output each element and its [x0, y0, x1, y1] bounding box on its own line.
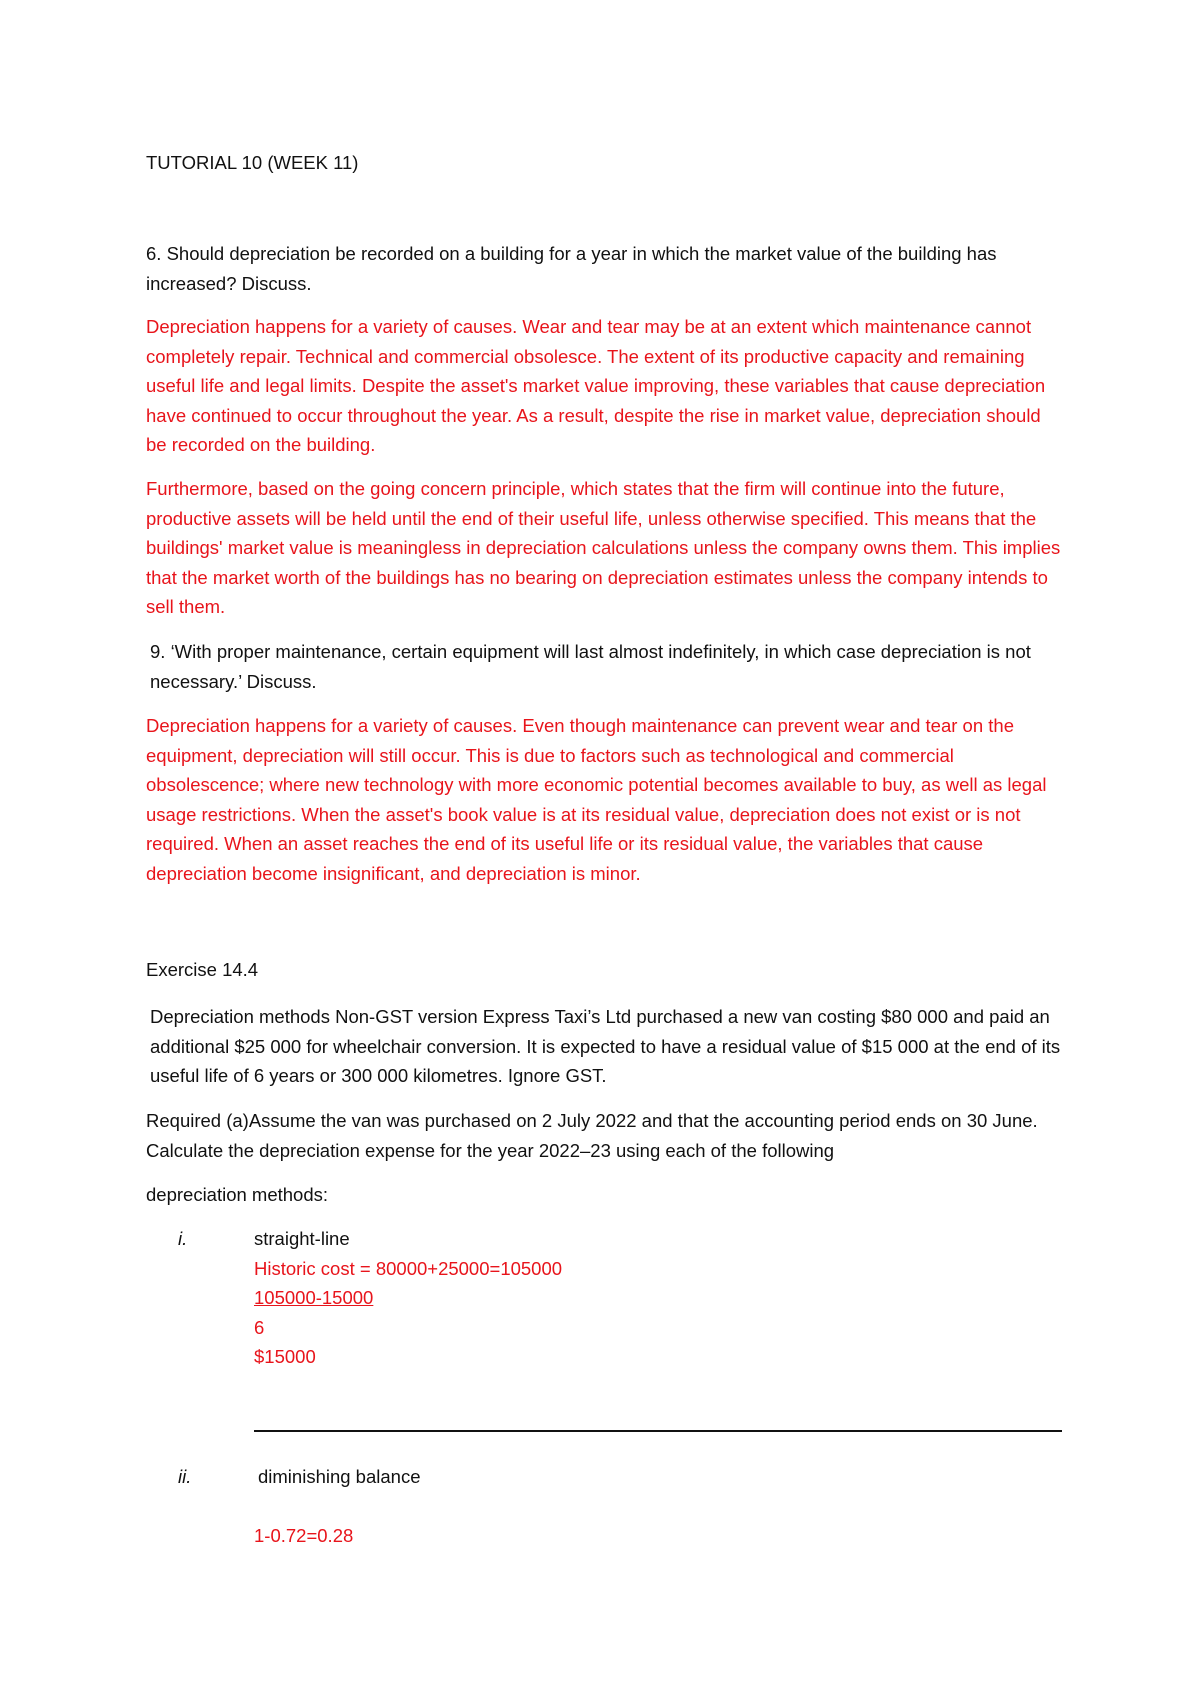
fraction-numerator: 105000-15000: [254, 1287, 374, 1308]
fraction-denominator: 6: [254, 1316, 265, 1338]
historic-cost-line: Historic cost = 80000+25000=105000: [254, 1257, 563, 1279]
list-numeral: ii.: [178, 1466, 192, 1487]
diminishing-rate-calculation: 1-0.72=0.28: [254, 1525, 354, 1546]
exercise-description: Depreciation methods Non-GST version Express Taxi’s Ltd purchased a new van costing $80 000 and paid an additional $25 000 for wheelchair conversion. It is expected to have a residual value of $15 000 at the end of its useful life of 6 years or 300 000 kilometres. Ignore GST.: [150, 1006, 1061, 1086]
methods-label: depreciation methods:: [146, 1184, 329, 1205]
list-numeral: i.: [178, 1228, 188, 1249]
exercise-required: Required (a)Assume the van was purchased on 2 July 2022 and that the accounting period ends on 30 June. Calculate the depreciation expense for the year 2022–23 using each of the following: [146, 1110, 1038, 1161]
answer-6-paragraph-2: Furthermore, based on the going concern principle, which states that the firm will continue into the future, productive assets will be held until the end of their useful life, unless otherwise specified. This means that the buildings' market value is meaningless in depreciation calculations unless the company owns them. This implies that the market worth of the buildings has no bearing on depreciation estimates unless the company intends to sell them.: [146, 478, 1061, 617]
method-label: diminishing balance: [258, 1466, 421, 1487]
answer-9: Depreciation happens for a variety of causes. Even though maintenance can prevent wear and tear on the equipment, depreciation will still occur. This is due to factors such as technological and commercial obsolescence; where new technology with more economic potential becomes available to buy, as well as legal usage restrictions. When the asset's book value is at its residual value, depreciation does not exist or is not required. When an asset reaches the end of its useful life or its residual value, the variables that cause depreciation become insignificant, and depreciation is minor.: [146, 715, 1047, 884]
horizontal-rule: [254, 1430, 1062, 1432]
question-6: 6. Should depreciation be recorded on a building for a year in which the market value of the building has increased? Discuss.: [146, 243, 997, 294]
method-content: [258, 1462, 1058, 1492]
method-label: straight-line: [254, 1228, 350, 1249]
question-9: 9. ‘With proper maintenance, certain equipment will last almost indefinitely, in which case depreciation is not necessary.’ Discuss.: [150, 641, 1031, 692]
exercise-title: Exercise 14.4: [146, 959, 259, 980]
method-content: [254, 1224, 1054, 1372]
document-title: TUTORIAL 10 (WEEK 11): [146, 152, 359, 173]
answer-6-paragraph-1: Depreciation happens for a variety of causes. Wear and tear may be at an extent which maintenance cannot completely repair. Technical and commercial obsolesce. The extent of its productive capacity and remaining useful life and legal limits. Despite the asset's market value improving, these variables that cause depreciation have continued to occur throughout the year. As a result, despite the rise in market value, depreciation should be recorded on the building.: [146, 316, 1046, 455]
straight-line-result: $15000: [254, 1346, 316, 1367]
